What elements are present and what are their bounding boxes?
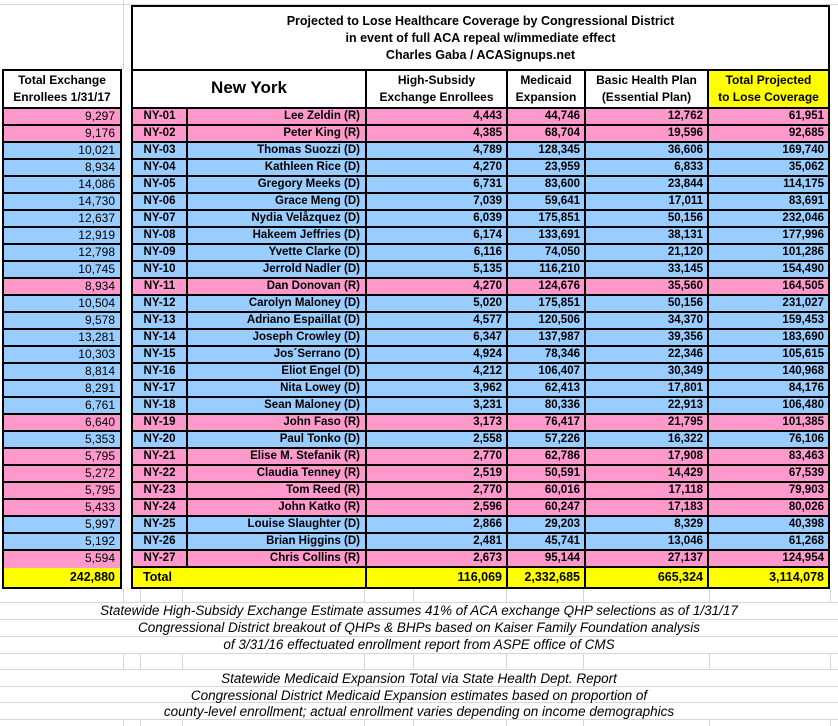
state-header[interactable]: New York xyxy=(133,71,367,107)
total-cell[interactable]: 67,539 xyxy=(709,466,828,481)
exchange-enrollees-cell[interactable]: 9,176 xyxy=(4,126,120,143)
total-cell[interactable]: 114,175 xyxy=(709,177,828,192)
district-cell[interactable]: NY-22 xyxy=(133,466,188,481)
total-header-line2: to Lose Coverage xyxy=(718,90,819,104)
bhp-header[interactable] xyxy=(586,71,709,107)
medicaid-cell[interactable]: 50,591 xyxy=(508,466,586,481)
total-cell[interactable]: 231,027 xyxy=(709,296,828,311)
gridline-vertical xyxy=(583,589,584,602)
medicaid-cell[interactable]: 78,346 xyxy=(508,347,586,362)
gridline-vertical xyxy=(364,589,365,602)
total-cell[interactable]: 61,951 xyxy=(709,109,828,124)
total-projected-header[interactable] xyxy=(709,71,828,107)
rep-name-cell[interactable]: Eliot Engel (D) xyxy=(188,364,367,379)
exchange-rows xyxy=(4,109,120,568)
rep-name-cell[interactable]: Peter King (R) xyxy=(188,126,367,141)
subsidy-cell[interactable]: 2,673 xyxy=(367,551,508,566)
bhp-cell[interactable]: 6,833 xyxy=(586,160,709,175)
table-row xyxy=(133,381,828,398)
exchange-enrollees-cell[interactable]: 12,637 xyxy=(4,211,120,228)
exchange-enrollees-cell[interactable]: 14,730 xyxy=(4,194,120,211)
exchange-enrollees-cell[interactable]: 5,795 xyxy=(4,483,120,500)
bhp-cell[interactable]: 50,156 xyxy=(586,211,709,226)
gridline-vertical xyxy=(709,653,710,669)
table-row xyxy=(133,517,828,534)
subsidy-cell[interactable]: 6,347 xyxy=(367,330,508,345)
table-row xyxy=(133,262,828,279)
district-rows xyxy=(133,109,828,568)
gridline-vertical xyxy=(123,589,124,602)
medicaid-cell[interactable]: 62,786 xyxy=(508,449,586,464)
subsidy-cell[interactable]: 7,039 xyxy=(367,194,508,209)
district-cell[interactable]: NY-03 xyxy=(133,143,188,158)
total-cell[interactable]: 101,385 xyxy=(709,415,828,430)
rep-name-cell[interactable]: Tom Reed (R) xyxy=(188,483,367,498)
total-cell[interactable]: 61,268 xyxy=(709,534,828,549)
medicaid-cell[interactable]: 133,691 xyxy=(508,228,586,243)
total-cell[interactable]: 83,463 xyxy=(709,449,828,464)
exchange-enrollees-cell[interactable]: 12,798 xyxy=(4,245,120,262)
rep-name-cell[interactable]: Sean Maloney (D) xyxy=(188,398,367,413)
medicaid-cell[interactable]: 60,016 xyxy=(508,483,586,498)
gridline-vertical xyxy=(506,653,507,669)
rep-name-cell[interactable]: Carolyn Maloney (D) xyxy=(188,296,367,311)
footnote-exchange-line1: Statewide High-Subsidy Exchange Estimate assumes 41% of ACA exchange QHP selections as of 1/31/17 xyxy=(100,603,738,618)
bhp-cell[interactable]: 16,322 xyxy=(586,432,709,447)
subsidy-cell[interactable]: 3,173 xyxy=(367,415,508,430)
district-cell[interactable]: NY-14 xyxy=(133,330,188,345)
total-cell[interactable]: 140,968 xyxy=(709,364,828,379)
gridline-vertical xyxy=(583,719,584,726)
total-cell[interactable]: 40,398 xyxy=(709,517,828,532)
gridline-vertical xyxy=(830,653,831,669)
rep-name-cell[interactable]: Adriano Espaillat (D) xyxy=(188,313,367,328)
medicaid-cell[interactable]: 175,851 xyxy=(508,296,586,311)
footnote-medicaid-line3: county-level enrollment; actual enrollment varies depending on income demographics xyxy=(163,704,675,719)
title-line1: Projected to Lose Healthcare Coverage by Congressional District xyxy=(286,14,675,28)
total-cell[interactable]: 84,176 xyxy=(709,381,828,396)
table-row xyxy=(133,483,828,500)
district-cell[interactable]: NY-07 xyxy=(133,211,188,226)
bhp-cell[interactable]: 17,183 xyxy=(586,500,709,515)
table-row xyxy=(133,313,828,330)
column-headers xyxy=(133,71,828,109)
table-row xyxy=(133,160,828,177)
exchange-enrollees-cell[interactable]: 5,795 xyxy=(4,449,120,466)
total-header-line1: Total Projected xyxy=(725,73,812,87)
total-cell[interactable]: 83,691 xyxy=(709,194,828,209)
rep-name-cell[interactable]: Nydia Velåzquez (D) xyxy=(188,211,367,226)
table-row xyxy=(133,347,828,364)
gridline-vertical xyxy=(123,719,124,726)
total-cell[interactable]: 35,062 xyxy=(709,160,828,175)
medicaid-cell[interactable]: 124,676 xyxy=(508,279,586,294)
table-row xyxy=(133,296,828,313)
bhp-cell[interactable]: 33,145 xyxy=(586,262,709,277)
table-row xyxy=(133,177,828,194)
bhp-cell[interactable]: 13,046 xyxy=(586,534,709,549)
exchange-enrollees-cell[interactable]: 6,761 xyxy=(4,398,120,415)
district-cell[interactable]: NY-20 xyxy=(133,432,188,447)
coverage-loss-table xyxy=(131,5,830,589)
district-cell[interactable]: NY-12 xyxy=(133,296,188,311)
table-row xyxy=(133,432,828,449)
title-line2: in event of full ACA repeal w/immediate effect xyxy=(345,31,616,45)
table-row xyxy=(133,466,828,483)
exchange-enrollees-cell[interactable]: 9,578 xyxy=(4,313,120,330)
subsidy-cell[interactable]: 3,962 xyxy=(367,381,508,396)
gridline-vertical xyxy=(123,0,124,69)
subsidy-cell[interactable]: 6,116 xyxy=(367,245,508,260)
medicaid-cell[interactable]: 137,987 xyxy=(508,330,586,345)
gridline-vertical xyxy=(506,589,507,602)
bhp-cell[interactable]: 22,913 xyxy=(586,398,709,413)
bhp-cell[interactable]: 17,908 xyxy=(586,449,709,464)
subsidy-cell[interactable]: 4,443 xyxy=(367,109,508,124)
bhp-header-line1: Basic Health Plan xyxy=(596,73,697,87)
district-cell[interactable]: NY-11 xyxy=(133,279,188,294)
total-cell[interactable]: 79,903 xyxy=(709,483,828,498)
district-cell[interactable]: NY-04 xyxy=(133,160,188,175)
subsidy-cell[interactable]: 4,270 xyxy=(367,160,508,175)
table-row xyxy=(133,398,828,415)
rep-name-cell[interactable]: Gregory Meeks (D) xyxy=(188,177,367,192)
exchange-header-line2: Enrollees 1/31/17 xyxy=(13,90,111,104)
bhp-cell[interactable]: 38,131 xyxy=(586,228,709,243)
table-row xyxy=(133,534,828,551)
medicaid-header-line1: Medicaid xyxy=(520,73,572,87)
total-cell[interactable]: 177,996 xyxy=(709,228,828,243)
gridline-vertical xyxy=(413,653,414,669)
exchange-header-line1: Total Exchange xyxy=(18,73,106,87)
rep-name-cell[interactable]: Dan Donovan (R) xyxy=(188,279,367,294)
rep-name-cell[interactable]: Claudia Tenney (R) xyxy=(188,466,367,481)
table-row xyxy=(133,211,828,228)
rep-name-cell[interactable]: Thomas Suozzi (D) xyxy=(188,143,367,158)
gridline-vertical xyxy=(364,653,365,669)
rep-name-cell[interactable]: John Katko (R) xyxy=(188,500,367,515)
gridline-vertical xyxy=(506,719,507,726)
subsidy-cell[interactable]: 4,385 xyxy=(367,126,508,141)
medicaid-cell[interactable]: 116,210 xyxy=(508,262,586,277)
gridline-vertical xyxy=(830,589,831,602)
subsidy-cell[interactable]: 2,558 xyxy=(367,432,508,447)
exchange-enrollees-cell[interactable]: 12,919 xyxy=(4,228,120,245)
subsidy-cell[interactable]: 2,596 xyxy=(367,500,508,515)
table-row xyxy=(133,245,828,262)
rep-name-cell[interactable]: Jos´Serrano (D) xyxy=(188,347,367,362)
subsidy-cell[interactable]: 4,212 xyxy=(367,364,508,379)
bhp-cell[interactable]: 23,844 xyxy=(586,177,709,192)
medicaid-header[interactable] xyxy=(508,71,586,107)
bhp-cell[interactable]: 17,118 xyxy=(586,483,709,498)
medicaid-cell[interactable]: 120,506 xyxy=(508,313,586,328)
subsidy-cell[interactable]: 3,231 xyxy=(367,398,508,413)
gridline-vertical xyxy=(413,719,414,726)
total-cell[interactable]: 105,615 xyxy=(709,347,828,362)
subsidy-cell[interactable]: 2,770 xyxy=(367,483,508,498)
footnote-exchange-line3: of 3/31/16 effectuated enrollment report from ASPE office of CMS xyxy=(223,637,615,652)
bhp-cell[interactable]: 35,560 xyxy=(586,279,709,294)
bhp-cell[interactable]: 36,606 xyxy=(586,143,709,158)
exchange-enrollees-cell[interactable]: 5,192 xyxy=(4,534,120,551)
total-cell[interactable]: 101,286 xyxy=(709,245,828,260)
total-label-cell[interactable]: Total xyxy=(133,568,367,587)
table-row xyxy=(133,449,828,466)
rep-name-cell[interactable]: Hakeem Jeffries (D) xyxy=(188,228,367,243)
bhp-cell[interactable]: 22,346 xyxy=(586,347,709,362)
medicaid-cell[interactable]: 95,144 xyxy=(508,551,586,566)
table-row xyxy=(133,551,828,568)
rep-name-cell[interactable]: Kathleen Rice (D) xyxy=(188,160,367,175)
exchange-enrollees-cell[interactable]: 8,814 xyxy=(4,364,120,381)
subsidy-cell[interactable]: 5,020 xyxy=(367,296,508,311)
medicaid-cell[interactable]: 29,203 xyxy=(508,517,586,532)
bhp-cell[interactable]: 21,795 xyxy=(586,415,709,430)
gridline-vertical xyxy=(583,653,584,669)
subsidy-cell[interactable]: 6,174 xyxy=(367,228,508,243)
bhp-header-line2: (Essential Plan) xyxy=(601,90,692,104)
subsidy-cell[interactable]: 2,866 xyxy=(367,517,508,532)
bhp-cell[interactable]: 12,762 xyxy=(586,109,709,124)
exchange-enrollees-cell[interactable]: 6,640 xyxy=(4,415,120,432)
district-cell[interactable]: NY-26 xyxy=(133,534,188,549)
rep-name-cell[interactable]: Grace Meng (D) xyxy=(188,194,367,209)
exchange-enrollees-cell[interactable]: 9,297 xyxy=(4,109,120,126)
district-cell[interactable]: NY-27 xyxy=(133,551,188,566)
bhp-cell[interactable]: 30,349 xyxy=(586,364,709,379)
total-row xyxy=(133,568,828,587)
table-row xyxy=(133,364,828,381)
table-row xyxy=(133,109,828,126)
rep-name-cell[interactable]: Nita Lowey (D) xyxy=(188,381,367,396)
rep-name-cell[interactable]: Yvette Clarke (D) xyxy=(188,245,367,260)
rep-name-cell[interactable]: Louise Slaughter (D) xyxy=(188,517,367,532)
gridline-vertical xyxy=(182,653,183,669)
medicaid-cell[interactable]: 23,959 xyxy=(508,160,586,175)
gridline-horizontal xyxy=(0,653,838,654)
total-cell[interactable]: 106,480 xyxy=(709,398,828,413)
district-cell[interactable]: NY-06 xyxy=(133,194,188,209)
subsidy-cell[interactable]: 4,577 xyxy=(367,313,508,328)
exchange-enrollees-cell[interactable]: 14,086 xyxy=(4,177,120,194)
gridline-vertical xyxy=(830,719,831,726)
table-row xyxy=(133,330,828,347)
subsidy-header-line1: High-Subsidy xyxy=(397,73,476,87)
gridline-vertical xyxy=(140,589,141,602)
table-row xyxy=(133,279,828,296)
total-cell[interactable]: 159,453 xyxy=(709,313,828,328)
table-title xyxy=(133,7,828,71)
district-cell[interactable]: NY-21 xyxy=(133,449,188,464)
district-cell[interactable]: NY-05 xyxy=(133,177,188,192)
exchange-enrollees-cell[interactable]: 5,433 xyxy=(4,500,120,517)
table-row xyxy=(133,500,828,517)
medicaid-cell[interactable]: 60,247 xyxy=(508,500,586,515)
exchange-enrollees-cell[interactable]: 5,594 xyxy=(4,551,120,568)
bhp-cell[interactable]: 50,156 xyxy=(586,296,709,311)
subsidy-header[interactable] xyxy=(367,71,508,107)
exchange-enrollees-cell[interactable]: 5,272 xyxy=(4,466,120,483)
bhp-cell[interactable]: 39,356 xyxy=(586,330,709,345)
total-cell[interactable]: 124,954 xyxy=(709,551,828,566)
exchange-total-cell[interactable]: 242,880 xyxy=(4,568,120,587)
exchange-enrollees-table xyxy=(2,69,122,589)
medicaid-cell[interactable]: 74,050 xyxy=(508,245,586,260)
gridline-vertical xyxy=(140,653,141,669)
subsidy-cell[interactable]: 5,135 xyxy=(367,262,508,277)
total-cell[interactable]: 92,685 xyxy=(709,126,828,141)
district-cell[interactable]: NY-02 xyxy=(133,126,188,141)
district-cell[interactable]: NY-01 xyxy=(133,109,188,124)
district-cell[interactable]: NY-23 xyxy=(133,483,188,498)
subsidy-cell[interactable]: 2,481 xyxy=(367,534,508,549)
medicaid-cell[interactable]: 62,413 xyxy=(508,381,586,396)
total-cell[interactable]: 232,046 xyxy=(709,211,828,226)
bhp-cell[interactable]: 21,120 xyxy=(586,245,709,260)
total-cell[interactable]: 164,505 xyxy=(709,279,828,294)
subsidy-cell[interactable]: 4,270 xyxy=(367,279,508,294)
gridline-vertical xyxy=(413,589,414,602)
district-cell[interactable]: NY-13 xyxy=(133,313,188,328)
medicaid-cell[interactable]: 59,641 xyxy=(508,194,586,209)
subsidy-cell[interactable]: 4,924 xyxy=(367,347,508,362)
district-cell[interactable]: NY-24 xyxy=(133,500,188,515)
exchange-enrollees-cell[interactable]: 8,291 xyxy=(4,381,120,398)
gridline-vertical xyxy=(182,589,183,602)
exchange-enrollees-cell[interactable]: 8,934 xyxy=(4,160,120,177)
exchange-enrollees-cell[interactable]: 5,997 xyxy=(4,517,120,534)
subsidy-cell[interactable]: 4,789 xyxy=(367,143,508,158)
exchange-enrollees-cell[interactable]: 13,281 xyxy=(4,330,120,347)
district-cell[interactable]: NY-15 xyxy=(133,347,188,362)
gridline-vertical xyxy=(182,719,183,726)
district-cell[interactable]: NY-19 xyxy=(133,415,188,430)
medicaid-cell[interactable]: 83,600 xyxy=(508,177,586,192)
medicaid-cell[interactable]: 45,741 xyxy=(508,534,586,549)
total-cell[interactable]: 154,490 xyxy=(709,262,828,277)
exchange-enrollees-cell[interactable]: 8,934 xyxy=(4,279,120,296)
rep-name-cell[interactable]: Lee Zeldin (R) xyxy=(188,109,367,124)
exchange-enrollees-cell[interactable]: 10,745 xyxy=(4,262,120,279)
district-cell[interactable]: NY-08 xyxy=(133,228,188,243)
district-cell[interactable]: NY-25 xyxy=(133,517,188,532)
medicaid-cell[interactable]: 80,336 xyxy=(508,398,586,413)
rep-name-cell[interactable]: Chris Collins (R) xyxy=(188,551,367,566)
table-row xyxy=(133,126,828,143)
subsidy-cell[interactable]: 6,039 xyxy=(367,211,508,226)
medicaid-cell[interactable]: 175,851 xyxy=(508,211,586,226)
total-subsidy-cell[interactable]: 116,069 xyxy=(367,568,508,587)
gridline-vertical xyxy=(123,653,124,669)
footnote-medicaid-line1: Statewide Medicaid Expansion Total via State Health Dept. Report xyxy=(221,671,617,686)
bhp-cell[interactable]: 19,596 xyxy=(586,126,709,141)
exchange-enrollees-cell[interactable]: 10,021 xyxy=(4,143,120,160)
table-row xyxy=(133,143,828,160)
medicaid-cell[interactable]: 128,345 xyxy=(508,143,586,158)
district-cell[interactable]: NY-18 xyxy=(133,398,188,413)
rep-name-cell[interactable]: Paul Tonko (D) xyxy=(188,432,367,447)
exchange-enrollees-cell[interactable]: 5,353 xyxy=(4,432,120,449)
table-row xyxy=(133,194,828,211)
total-cell[interactable]: 76,106 xyxy=(709,432,828,447)
medicaid-header-line2: Expansion xyxy=(515,90,577,104)
total-cell[interactable]: 80,026 xyxy=(709,500,828,515)
district-cell[interactable]: NY-09 xyxy=(133,245,188,260)
gridline-vertical xyxy=(709,719,710,726)
bhp-cell[interactable]: 17,011 xyxy=(586,194,709,209)
rep-name-cell[interactable]: Jerrold Nadler (D) xyxy=(188,262,367,277)
bhp-cell[interactable]: 8,329 xyxy=(586,517,709,532)
total-projected-cell[interactable]: 3,114,078 xyxy=(709,568,828,587)
medicaid-cell[interactable]: 68,704 xyxy=(508,126,586,141)
medicaid-cell[interactable]: 44,746 xyxy=(508,109,586,124)
title-line3: Charles Gaba / ACASignups.net xyxy=(385,48,576,62)
district-cell[interactable]: NY-17 xyxy=(133,381,188,396)
medicaid-cell[interactable]: 57,226 xyxy=(508,432,586,447)
bhp-cell[interactable]: 34,370 xyxy=(586,313,709,328)
gridline-vertical xyxy=(709,589,710,602)
table-row xyxy=(133,228,828,245)
bhp-cell[interactable]: 27,137 xyxy=(586,551,709,566)
subsidy-cell[interactable]: 6,731 xyxy=(367,177,508,192)
total-cell[interactable]: 169,740 xyxy=(709,143,828,158)
rep-name-cell[interactable]: Elise M. Stefanik (R) xyxy=(188,449,367,464)
subsidy-cell[interactable]: 2,770 xyxy=(367,449,508,464)
exchange-enrollees-cell[interactable]: 10,303 xyxy=(4,347,120,364)
exchange-enrollees-cell[interactable]: 10,504 xyxy=(4,296,120,313)
total-cell[interactable]: 183,690 xyxy=(709,330,828,345)
bhp-cell[interactable]: 17,801 xyxy=(586,381,709,396)
rep-name-cell[interactable]: John Faso (R) xyxy=(188,415,367,430)
medicaid-cell[interactable]: 106,407 xyxy=(508,364,586,379)
district-cell[interactable]: NY-16 xyxy=(133,364,188,379)
subsidy-cell[interactable]: 2,519 xyxy=(367,466,508,481)
rep-name-cell[interactable]: Brian Higgins (D) xyxy=(188,534,367,549)
gridline-vertical xyxy=(140,719,141,726)
bhp-cell[interactable]: 14,429 xyxy=(586,466,709,481)
footnote-exchange-line2: Congressional District breakout of QHPs & BHPs based on Kaiser Family Foundation analysis xyxy=(137,620,700,635)
subsidy-header-line2: Exchange Enrollees xyxy=(379,90,494,104)
table-row xyxy=(133,415,828,432)
rep-name-cell[interactable]: Joseph Crowley (D) xyxy=(188,330,367,345)
gridline-vertical xyxy=(364,719,365,726)
district-cell[interactable]: NY-10 xyxy=(133,262,188,277)
footnote-medicaid-line2: Congressional District Medicaid Expansion estimates based on proportion of xyxy=(190,688,648,703)
total-bhp-cell[interactable]: 665,324 xyxy=(586,568,709,587)
total-medicaid-cell[interactable]: 2,332,685 xyxy=(508,568,586,587)
medicaid-cell[interactable]: 76,417 xyxy=(508,415,586,430)
exchange-enrollees-header[interactable] xyxy=(4,71,120,109)
